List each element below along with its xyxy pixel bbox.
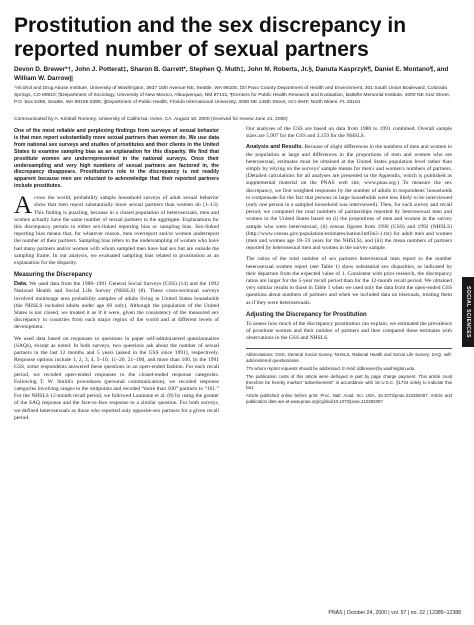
left-column	[14, 128, 219, 426]
footnote-publication-costs: The publication costs of this article were defrayed in part by page charge payment. This article must therefore be hereby marked “advertisement” in accordance with 18 U.S.C. §1734 solely to indicate this fact.	[246, 373, 452, 391]
intro-paragraph: Across the world, probability sample household surveys of adult sexual behavior show that men report substantially more sexual partners than women do (1–13). This finding is puzzling, because in a closed population of heterosexuals, men and women actually have the same number of sexual partners in the aggregate. Explanations for this discrepancy pertain to either sex-linked reporting bias or sampling bias. Sex-linked reporting bias means that, for whatever reason, men overreport and/or women underreport the number of their partners. Sampling bias refers to the undersampling of women who have had many partners and/or women with whom sampled men have had sex but are outside the sampling frame. In our analysis, we evaluated sampling bias related to prostitution as an explanation for the disparity.	[14, 192, 219, 266]
saq-paragraph: We used data based on responses to questions in paper self-administered questionnaires (SAQs), except as noted. In both surveys, two questions ask about the number of sexual partners in the last 12 months and 5 years (asked in the GSS since 1991), respectively. Response options include 1, 2, 3, 4, 5–10, 11–20, 21–100, and more than 100. In the 1991 GSS, some respondents answered these questions in an open-ended fashion. For each recall period, we recoded open-ended responses to the closed-ended response categories. Following T. W. Smith's procedures (personal communication), we recoded response categories involving ranges to the midpoints and recoded “more than 100” partners to “101.” For the NHSLS 12-month recall period, we followed Laumann et al. (8) by using the greater of the SAQ response and the face-to-face response to a similar question. For both surveys, we defined heterosexuals as those who reported only opposite-sex partners for a given recall period.	[14, 335, 219, 421]
section-heading-adjusting: Adjusting the Discrepancy for Prostitution	[246, 311, 367, 318]
footnote-abbreviations: Abbreviations: GSS, General Social Survey; NHSLS, National Health and Social Life Survey; SAQ, self-administered questionnaire.	[246, 352, 452, 364]
footnote-reprints: †To whom reprint requests should be addressed. E-mail: ddbrewer@u.washington.edu.	[246, 366, 416, 372]
data-paragraph-text: We used data from the 1988–1991 General Social Surveys (GSS) (14) and the 1992 National Health and Social Life Survey (NHSLS) (8). These cross-sectional surveys involved multistage area probability samples of adults living in United States households (the NHSLS included adults under age 60 only). Although the population of the United States is not closed, we treated it as if it were, given the consistency of the measured sex discrepancy in countries from each major region of the world and at different levels of development.	[14, 281, 219, 331]
abstract: One of the most reliable and perplexing findings from surveys of sexual behavior is that men report substantially more sexual partners than women do. We use data from national sex surveys and studies of prostitutes and their clients in the United States to examine sampling bias as an explanation for this disparity. We find that prostitute women are underrepresented in the national surveys. Once their undersampling and very high numbers of sexual partners are factored in, the discrepancy disappears. Prostitution's role in the discrepancy is not readily apparent because men are reluctant to acknowledge that their reported partners include prostitutes.	[14, 128, 219, 190]
page-footer: PNAS | October 24, 2000 | vol. 97 | no. 22 | 12385–12388	[328, 610, 461, 616]
side-tab-label: SOCIAL SCIENCES	[465, 286, 471, 338]
author-list: Devon D. Brewer*†, John J. Potterat‡, Sharon B. Garrett*, Stephen Q. Muth‡, John M. Roberts, Jr.§, Danuta Kasprzyk¶, Daniel E. Montano¶, and William W. Darrow||	[14, 66, 449, 82]
ratios-paragraph: The ratios of the total number of sex partners heterosexual men report to the number heterosexual women report (see Table 1) show substantial sex disparities, as indicated by their departure from the expected value of 1. Consistent with prior research, the discrepancy ratios are larger for the 5-year recall period than for the 12-month recall period. We obtained very similar results to those in Table 1 when we used only the data from the open-ended GSS questions about numbers of partners and when we included data on bisexuals, treating them as if they were heterosexuals.	[246, 256, 452, 306]
article-title: Prostitution and the sex discrepancy in reported number of sexual partners	[14, 14, 407, 61]
data-head: Data.	[14, 281, 28, 288]
analysis-paragraph-text: Because of slight differences in the numbers of men and women in the population at large and differences in the proportions of men and women who are heterosexual, estimates must be obtained at the United States population level rather than simply by relying on the surveys' sample means for men's and women's numbers of partners. (Detailed calculations for all analyses are presented in the Appendix, which is published as supplemental material on the PNAS web site, www.pnas.org.) To measure the sex discrepancy, we first weighted responses by the number of adults in respondents' households to compensate for the fact that persons in large households were less likely to be interviewed (only one person in a sampled household was interviewed). Then, for each survey and recall period, we computed the total numbers of partnerships reported by heterosexual men and women in the United States based on (i) the proportions of men and women in the survey sample who were heterosexual, (ii) census figures from 1990 (GSS) and 1992 (NHSLS) (http://www.census.gov/population/estimates/nation/intfile2-1.txt) for adult men and women (men and women age 18–59 years for the NHSLS), and (iii) the mean numbers of partners reported by heterosexual men and women in the survey sample.	[246, 144, 452, 252]
footnote-divider	[246, 348, 452, 349]
footnote-online-publication: Article published online before print: Proc. Natl. Acad. Sci. USA, 10.1073/pnas.210392097. Article and publication date are at www.pnas.org/cgi/doi/10.1073/pnas.210392097	[246, 393, 452, 405]
analysis-intro-paragraph: Our analyses of the GSS are based on data from 1988 to 1991 combined. Overall sample sizes are 5,907 for the GSS and 3,159 for the NHSLS.	[246, 126, 452, 140]
section-side-tab	[462, 277, 474, 347]
analysis-head: Analysis and Results.	[246, 144, 303, 151]
right-column	[246, 126, 452, 407]
analysis-paragraph	[246, 144, 452, 252]
affiliations: *Alcohol and Drug Abuse Institute, University of Washington, 3937 15th Avenue NE, Seattle, WA 98105; ‡El Paso County Department of Health and Environment, 301 South Union Boulevard, Colorado Springs, CO 80910; §Department of Sociology, University of New Mexico, Albuquerque, NM 87131; ¶Centers for Public Health Research and Evaluation, Battelle Memorial Institute, 4000 NE 41st Street, P.O. Box 5395, Seattle, WA 98105-5395; ||Department of Public Health, Florida International University, 3000 NE 145th Street, ACI-394F, North Miami, FL 33181	[14, 86, 451, 105]
section-heading-measuring: Measuring the Discrepancy	[14, 272, 93, 279]
communicated-by: Communicated by A. Kimball Romney, University of California, Irvine, CA, August 16, 2000 (received for review June 21, 2000)	[14, 117, 288, 122]
adjusting-paragraph: To assess how much of the discrepancy prostitution can explain, we estimated the prevalence of prostitute women and their number of partners and then compared these estimates with observations in the GSS and NHSLS.	[246, 320, 452, 342]
data-paragraph	[14, 281, 219, 331]
